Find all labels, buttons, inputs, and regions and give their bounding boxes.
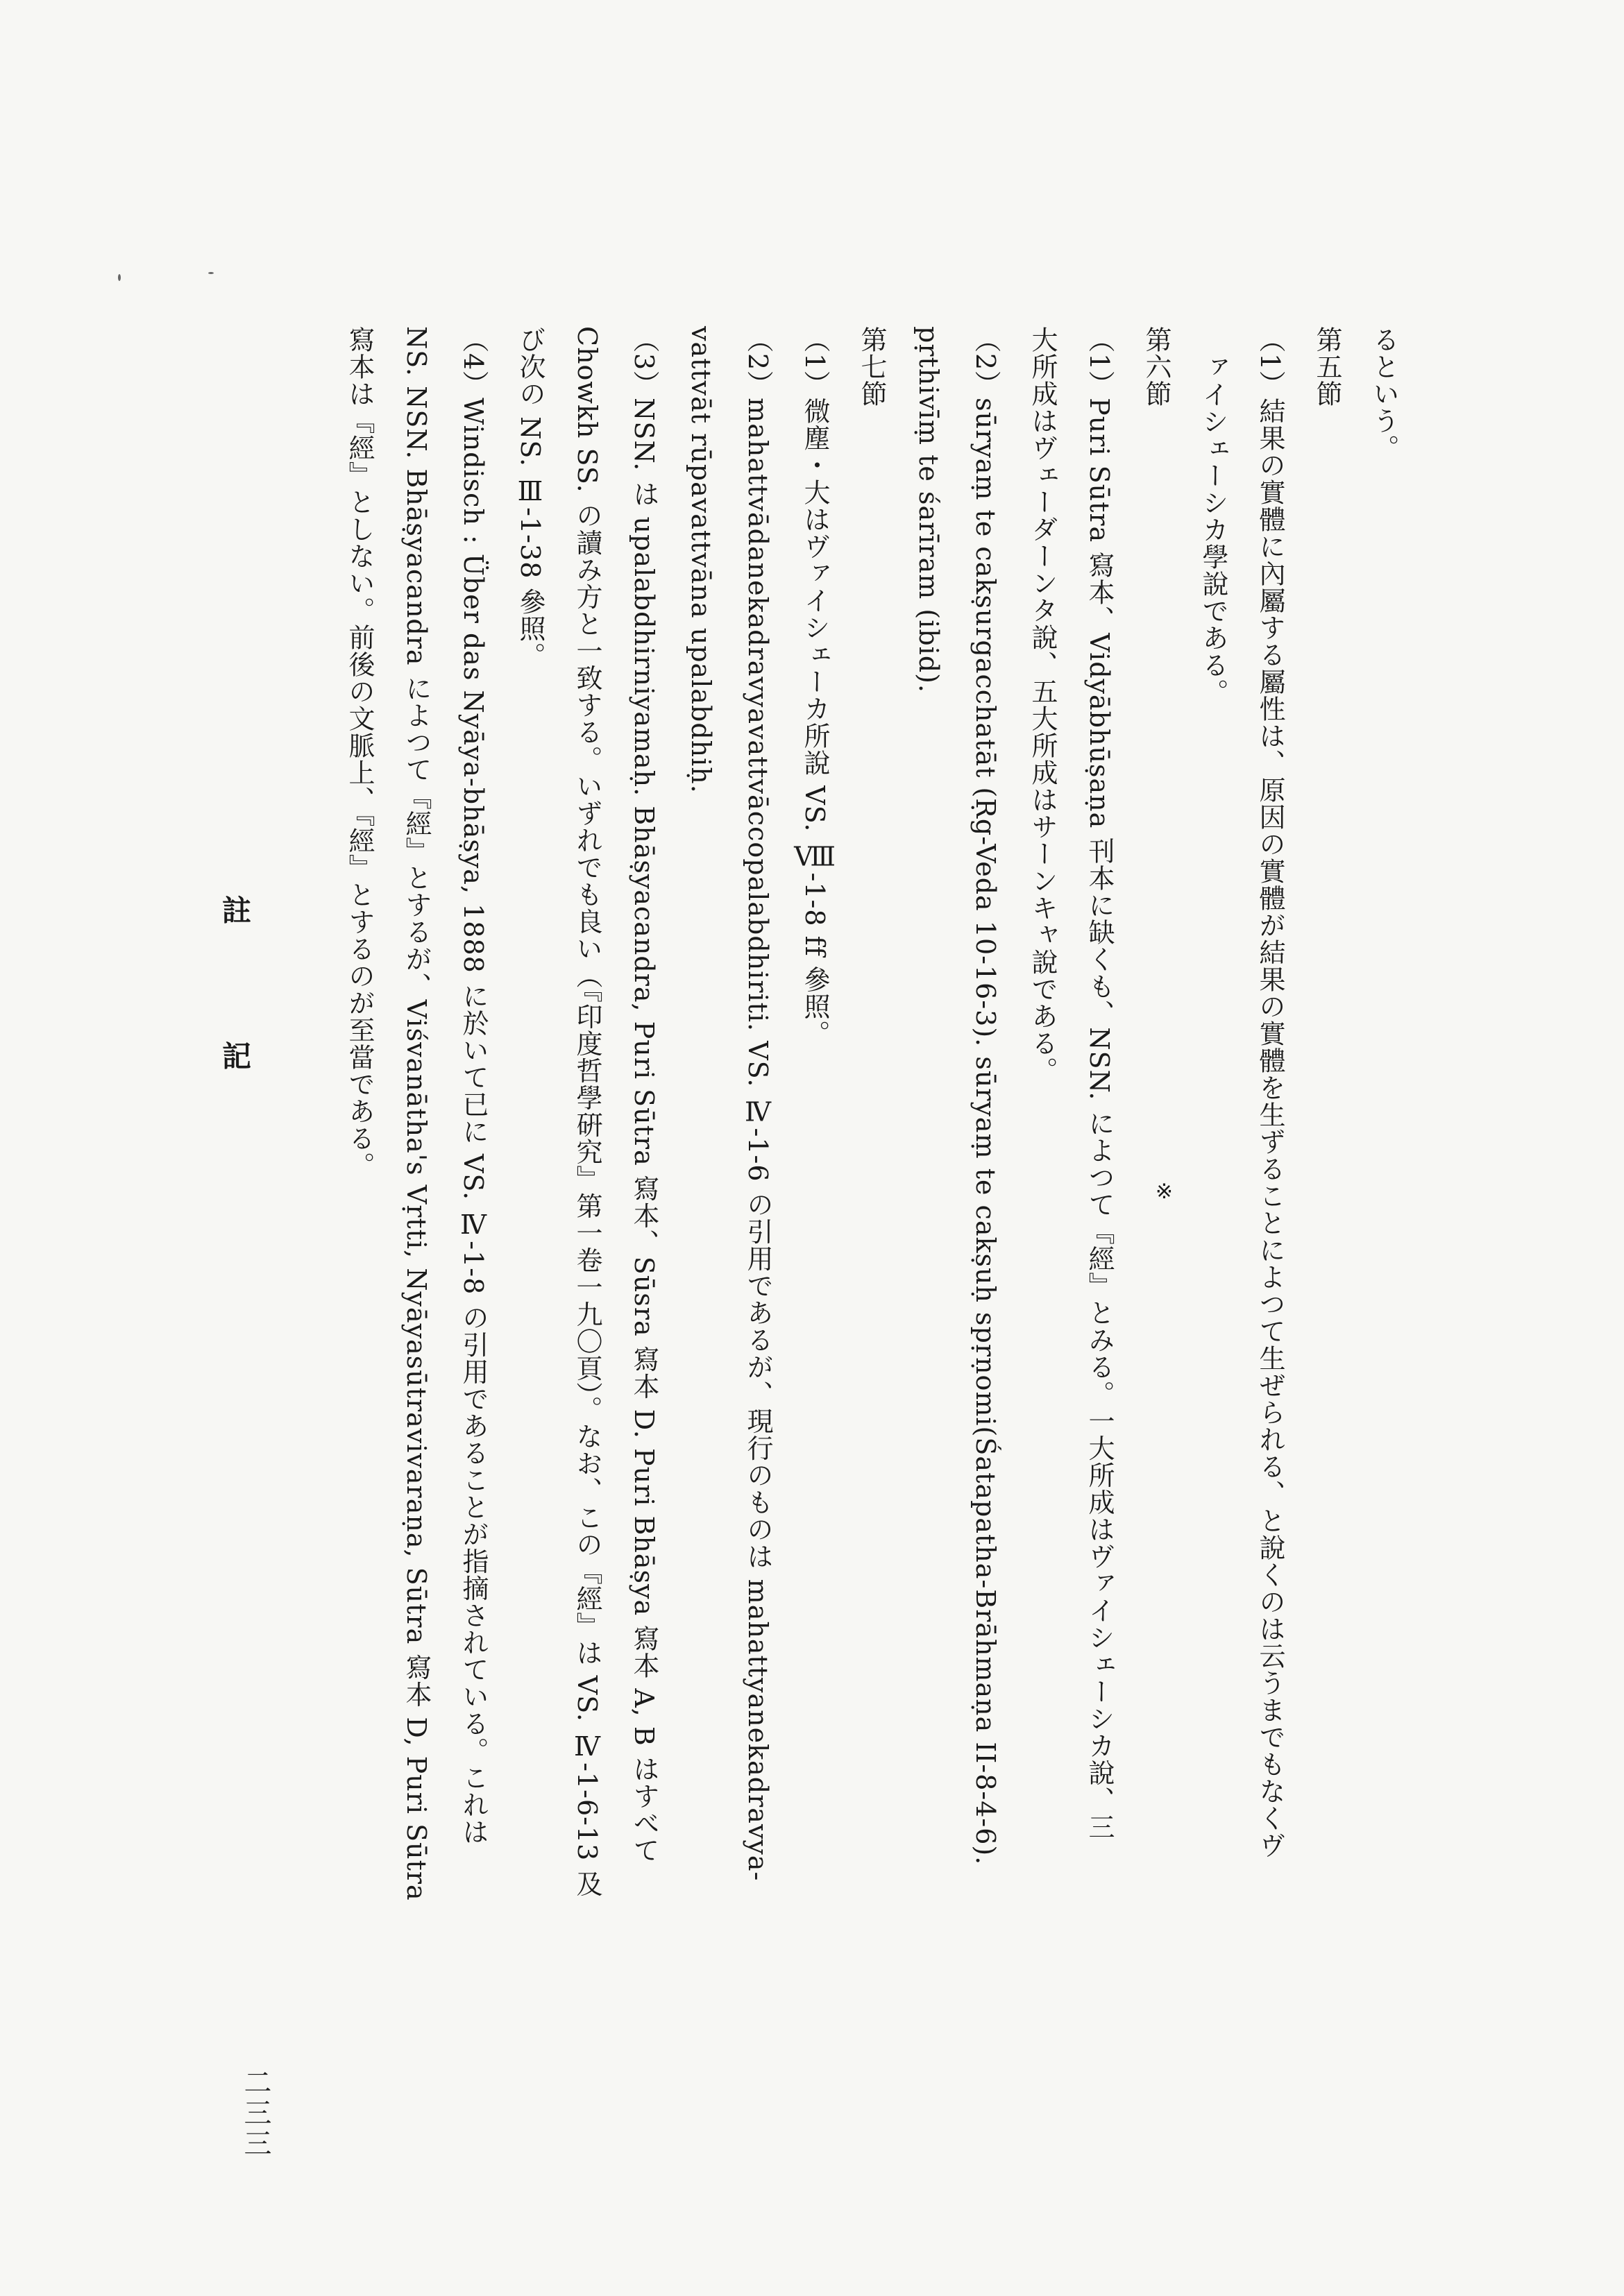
note-line: （2）mahattvādanekadravyavattvāccopalabdhiriti. VS. Ⅳ-1-6 の引用であるが、現行のものは mahattyanekadravya- [743, 326, 773, 1882]
running-footer-label-2: 記 [218, 1041, 252, 1074]
note-line: （2）sūryaṃ te cakṣurgacchatāt (Ṛg-Veda 10-16-3). sūryaṃ te cakṣuḥ spṛṇomi(Śatapatha-Brāhmaṇa II-8-4-6). [970, 326, 1001, 1866]
annotation-body [331, 326, 1412, 2005]
note-line: （3）NSN. は upalabdhirniyamaḥ. Bhāṣyacandra, Puri Sūtra 寫本、Sūsra 寫本 D. Puri Bhāṣya 寫本 A, B はすべて [629, 326, 659, 1864]
note-line-continued: ァイシェーシカ學說である。 [1198, 354, 1228, 706]
note-line-continued: 寫本は『經』としない。前後の文脈上、『經』とするのが至當である。 [344, 326, 375, 1179]
note-line-continued: び次の NS. Ⅲ-1-38 參照。 [515, 326, 545, 670]
note-line-continued: Chowkh SS. の讀み方と一致する。いずれでも良い（『印度哲學硏究』第一卷一九〇頁）。なお、この『經』は VS. Ⅳ-1-6-13 及 [572, 326, 602, 1898]
page-number: 二三三 [239, 2068, 271, 2159]
note-line: （1）結果の實體に內屬する屬性は、原因の實體が結果の實體を生ずることによつて生ぜられる、と說くのは云うまでもなくヴ [1255, 326, 1285, 1860]
scan-speck [208, 272, 214, 274]
section-heading-5: 第五節 [1312, 326, 1342, 407]
note-line: （4）Windisch : Über das Nyāya-bhāṣya, 1888 に於いて已に VS. Ⅳ-1-8 の引用であることが指摘されている。これは [458, 326, 489, 1846]
note-line-continued: 大所成はヴェーダーンタ說、五大所成はサーンキャ說である。 [1027, 326, 1058, 1084]
section-heading-6: 第六節 [1141, 326, 1172, 407]
text-line: るという。 [1369, 326, 1399, 461]
note-line: （1）微塵・大はヴァイシェーカ所說 VS. Ⅷ-1-8 ff 參照。 [800, 326, 830, 1047]
scan-speck [118, 274, 121, 281]
note-line: （1）Puri Sūtra 寫本、Vidyābhūṣaṇa 刊本に缺くも、NSN. によつて『經』とみる。一大所成はヴァイシェーシカ說、三 [1084, 326, 1115, 1841]
note-line-continued: pṛthivīṃ te śarīram (ibid). [913, 326, 944, 694]
note-line-continued: vattvāt rūpavattvāna upalabdhiḥ. [686, 326, 716, 794]
marginal-mark: ※ [1152, 1180, 1176, 1204]
note-line-continued: NS. NSN. Bhāṣyacandra によつて『經』とするが、Viśvanātha's Vṛtti, Nyāyasūtravivaraṇa, Sūtra 寫本 D, Puri Sūtra [401, 326, 432, 1901]
section-heading-7: 第七節 [856, 326, 887, 407]
running-footer-label-1: 註 [218, 895, 252, 928]
